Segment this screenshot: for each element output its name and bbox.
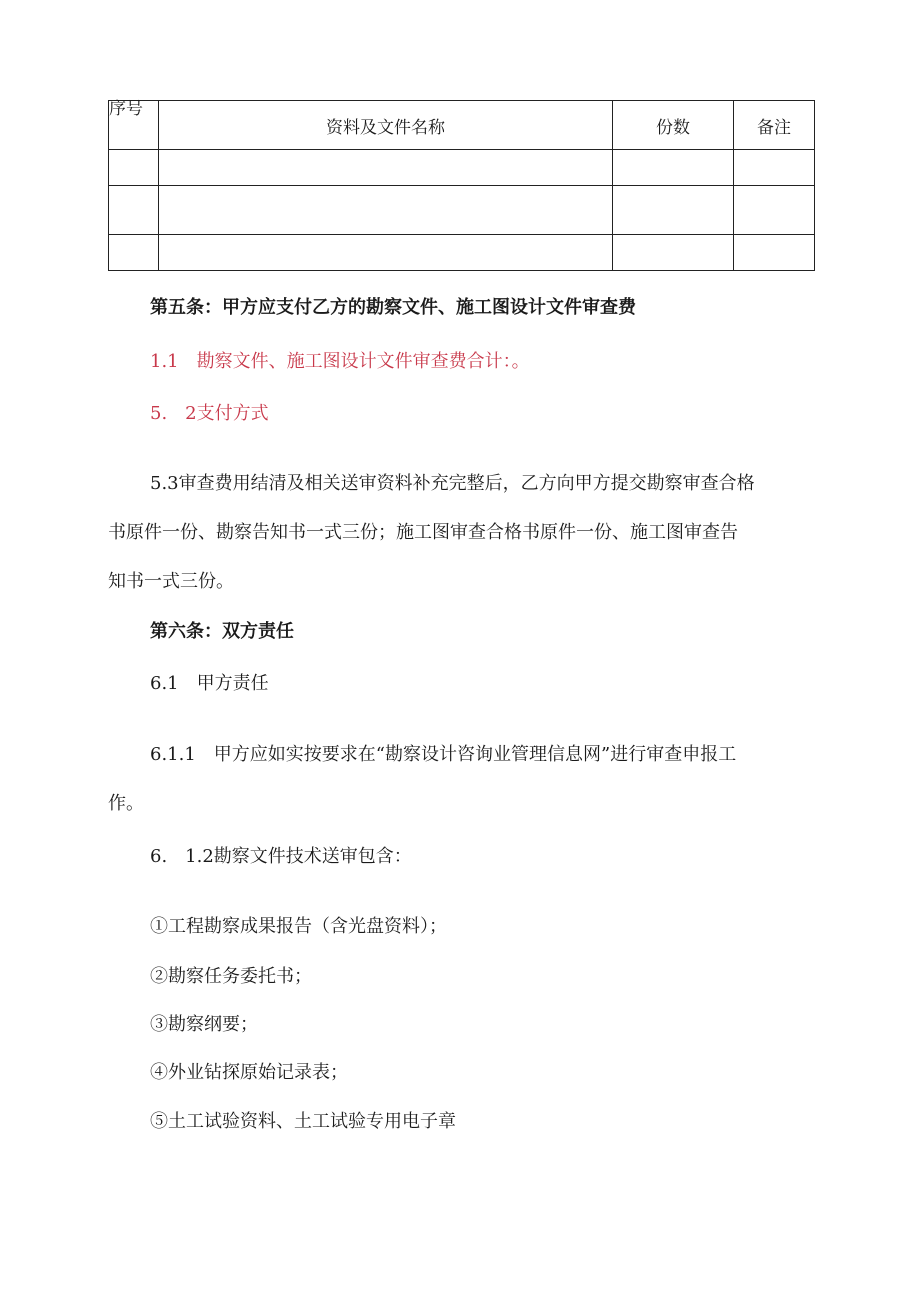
table-cell xyxy=(613,150,734,186)
list-item: ①工程勘察成果报告（含光盘资料）； xyxy=(150,916,447,937)
table-row xyxy=(109,235,815,271)
list-item: ⑤土工试验资料、土工试验专用电子章 xyxy=(150,1111,456,1132)
table-row xyxy=(109,186,815,235)
item-6-1-1-line-2: 作。 xyxy=(108,793,144,814)
table-cell xyxy=(109,235,159,271)
item-5-1: 1.1 勘察文件、施工图设计文件审查费合计：。 xyxy=(150,351,530,372)
table-cell xyxy=(734,186,815,235)
item-5-3-paragraph xyxy=(108,459,812,606)
article-5-title: 第五条：甲方应支付乙方的勘察文件、施工图设计文件审查费 xyxy=(150,297,636,318)
list-item: ②勘察任务委托书； xyxy=(150,966,312,987)
item-5-3-line-3: 知书一式三份。 xyxy=(108,571,234,592)
list-item: ③勘察纲要； xyxy=(150,1014,258,1035)
table-cell xyxy=(109,186,159,235)
item-6-1-1-paragraph xyxy=(108,730,812,828)
item-5-2: 5. 2支付方式 xyxy=(150,403,269,424)
table-cell xyxy=(613,235,734,271)
table-cell xyxy=(159,150,613,186)
header-count: 份数 xyxy=(613,101,734,150)
header-name: 资料及文件名称 xyxy=(159,101,613,150)
item-5-3-line-2: 书原件一份、勘察告知书一式三份；施工图审查合格书原件一份、施工图审查告 xyxy=(108,522,738,543)
table-cell xyxy=(109,150,159,186)
table-row xyxy=(109,150,815,186)
item-6-1-1-line-1: 6.1.1 甲方应如实按要求在“勘察设计咨询业管理信息网”进行审查申报工 xyxy=(150,744,737,765)
item-6-1: 6.1 甲方责任 xyxy=(150,673,269,694)
item-6-1-2: 6. 1.2勘察文件技术送审包含： xyxy=(150,846,412,867)
header-seq: 序号 xyxy=(109,101,159,150)
header-note: 备注 xyxy=(734,101,815,150)
submission-documents-table xyxy=(108,100,815,271)
table-header-row xyxy=(109,101,815,150)
article-6-title: 第六条：双方责任 xyxy=(150,621,294,642)
table-cell xyxy=(734,235,815,271)
item-5-3-line-1: 5.3审查费用结清及相关送审资料补充完整后，乙方向甲方提交勘察审查合格 xyxy=(150,473,755,494)
list-item: ④外业钻探原始记录表； xyxy=(150,1062,348,1083)
table-cell xyxy=(159,186,613,235)
table-cell xyxy=(159,235,613,271)
table-cell xyxy=(734,150,815,186)
table-cell xyxy=(613,186,734,235)
